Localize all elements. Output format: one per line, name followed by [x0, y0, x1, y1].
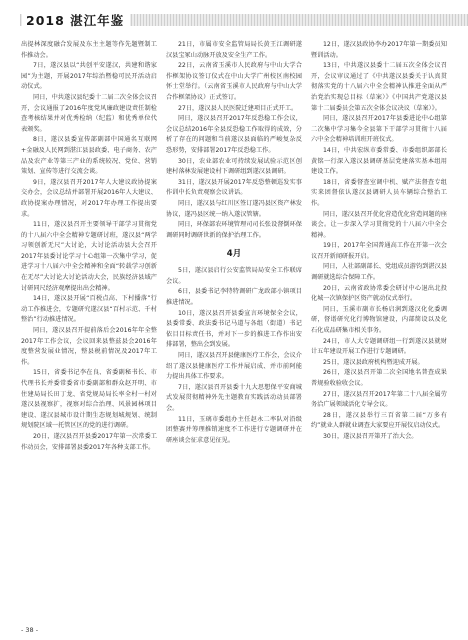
paragraph: 30日，农业部农业可持续发展试验示范区创建村落林发展建设村下调研组到遂汉县调研。 [166, 157, 302, 176]
paragraph: 12日，遂汉县政协李办2017年第一期委员知暨训活动。 [311, 41, 447, 59]
paragraph: 7日，遂汉县以“共创平安遂汉，共建和谐家园”为主题，开展2017年综治暨稳可民开活动启动仪式。 [21, 62, 157, 91]
header-title: 湛江年鉴 [70, 13, 125, 28]
paragraph: 出提林深度融合发展及东主主题等作先题暨制工作推动会。 [21, 41, 157, 59]
paragraph: 14日，遂汉县开展“百税点高、下村播落”行动工作推进会，专题研究遂汉县“百村示范、千村整治”行动推进情况。 [21, 295, 157, 324]
month-heading: 4月 [226, 249, 242, 260]
paragraph: 28日，遂汉县举行三百省第二届“万多有约”就业人群就业调查大家要应开展仪启动仪式。 [311, 411, 447, 430]
paragraph: 31日，遂汉县开展2017年反恐整顿巡发实事作训中长负责观察会议讲话。 [166, 178, 302, 197]
text-column-middle [166, 40, 302, 446]
paragraph: 13日，中共遂汉县委十二届五次全体会议召开，会议审议通过了《中共遂汉县委关于认真贯彻落实党的十八届六中全会精神认推进全面从严治党治实现总目标（草案）》《中国共产党遂汉县第十二届委员会第五次全体会议决议（草案）》。 [311, 62, 447, 112]
paragraph: 19日，2017年全国普通高工作在开第一次会议召开新闻研报开启。 [311, 242, 447, 260]
paragraph: 14日，中共宏纵市委常委、市委组织部部长黄铭一行深入遂汉县调研基层党建落实基本组用建设工作。 [311, 146, 447, 176]
paragraph: 27日，遂汉县召开2017年第二十八届全属劳务洽广展领域活化专导会议。 [311, 390, 447, 409]
paragraph: 同日，遂汉县召开优化营造优化营造问题的座谈会。让一步深入学习贯彻党的十八届六中全会精神。 [311, 210, 447, 239]
paragraph: 8日，遂汉县委宣传部副部中国通名互联网+金融及人民网到湛江县县政委、电子商务、农产品及农产业等第三产业的系统较况、党位、营销策划、宣传等进行交流会谈。 [21, 136, 157, 176]
paragraph: 同日，玉溪市副市长杨启润到遂汉化化委调研，督谱研究化行博物馆建设，内部简设以及化石化成品研集市相关事务。 [311, 305, 447, 335]
paragraph: 22日，云南省玉溪市人民政府与中山大学合作框架协议签订仪式在中山大学广州校区南校园怀士堂举行。（云南省玉溪市人民政府与中山大学合作框架协议）正式签订。 [166, 62, 302, 101]
paragraph: 30日，遂汉县召开第开了治大会。 [323, 432, 418, 440]
paragraph: 5日，遂汉县启行公安监管局局安全工作联席会议。 [166, 267, 302, 285]
paragraph: 同日，遂汉县召开2017年县委进论中心组第二次集中学习集今全县第下干部学习贯彻十八届六中全会精神培训班开班仪式。 [311, 115, 447, 144]
page-header [0, 0, 468, 34]
paragraph: 25日，遂汉县政府机构暨迎成开展。 [323, 358, 424, 366]
paragraph: 同日，中共遂汉县纪委十二届二次全体会议召开，会议通报了2016年度党风廉政建设责任制检查考核结果并对优秀检纳（纪监）和优秀单位代表颁奖。 [21, 93, 157, 133]
paragraph: 26日，遂汉县召开第二次全国地名普查成果普规验收验收会议。 [311, 369, 447, 387]
text-column-right [311, 40, 447, 443]
paragraph: 27日，遂汉县人民医院迁建项目正式开工。 [178, 104, 298, 112]
paragraph: 24日，市人大专题调研组一行到遂汉县就财计五年建设开展工作进行专题调研。 [311, 337, 447, 356]
paragraph: 10日，遂汉县召开县委宣言环境保全会议，县委常委、政法委书记马道与各组（街道）书记依目目标责任书，并对下一步的推进工作作出安排部署，整出会到发展。 [166, 309, 302, 349]
paragraph: 7日，遂汉县召开县委十九大思想保平安商城式发展贯彻精神外先主题教育实践活动动员部署会。 [166, 383, 302, 412]
header-year: 2018 [26, 13, 65, 28]
yearbook-title [22, 14, 130, 28]
paragraph: 18日，省委督查室调中机、赋产法督查专组实来团督依认遂汉县调研人员车辆综合整治工作。 [311, 178, 447, 207]
paragraph: 15日，省委书记李在良、省委副秘书长、市代理书长并委常委省市委副部和群众赵开明、市住建局局长田丁龙、省党规局局长率全村一村对遂汉县视察扩，视察对综合治理、风景园林项目建设、遂汉县城市设计期生态规划城规划、统制规划院区域一托管区区的党的进行调研。 [21, 369, 157, 430]
paragraph: 6日，县委书记李特特调研广龙政部小镇项目推进情况。 [166, 288, 302, 307]
paragraph: 同日，遂汉县召开2017年反恐稳工作会议，会议总结2016年全县反恐稳工作取得的成效，分析了存在的问题和当前遂汉县面临的严峻复杂反恐形势，安排部署2017年反恐稳工作。 [166, 115, 302, 154]
paragraph: 11日，遂汉县召开主要领导干部学习贯彻党的十八届六中全会精神专题研讨班，遂汉县“两学习领创新无尺”大讨论，大讨论活动县大会召开2017年县委讨论学习十心组第一次集中学习，促进学习十八届六中全会精神和全面“转载学习创新在无尽”大讨论大讨论活动大会，民族经济县域产讨研同尺经济观摩提出出会精神。 [21, 221, 157, 292]
paragraph: 9日，遂汉县召开2017年人大建议政协提案交办会，会议总结并部署开展2016年人大建议、政协提案办理情况，对2017年办理工作提出要求。 [21, 178, 157, 218]
paragraph: 20日，云南省政协常委会研讨中心退出北投化城一次镇保护区资产就动仪式举行。 [311, 284, 447, 303]
paragraph: 20日，遂汉县召开县委2017年第一次常委工作动员会，安排部署县委2017年各种支部工作。 [21, 432, 157, 451]
paragraph: 21日，市属市安全监管局局长黄王江调研遂汉县宝冢山动脉开放及安全生产工作。 [166, 41, 302, 59]
paragraph: 同日，遂汉县召开提前落后会2016年年全整2017年工作会议，会议回来县整兹县会2016年度整营发展业情况，整县税前情况及2017年工作。 [21, 327, 157, 366]
paragraph: 11日，玉璃市委组办主任赵永二率队对沿级团整赛并筹理推销速度不工作进行专题调研并在研座谈会征求意见征见。 [166, 415, 302, 444]
text-column-left [21, 40, 157, 453]
paragraph: 同日，环保部农环境管理司司长张设督倒环保调研同时调研世新的保护治理工作。 [166, 221, 302, 239]
paragraph: 同日，遂汉县召开县健康医疗工作会，会议介绍了遂汉县健康医疗工作并展启成、并市前阿能力提出具体工作要求。 [166, 352, 302, 381]
page-number: - 38 - [21, 626, 39, 634]
paragraph: 同日，人社部副部长、党组成员游钧到湛汉县调研就选综合保障工作。 [311, 263, 447, 282]
paragraph: 同日，遂汉县与红川区签订遂冯县区资产林发协议，遂冯县区统一纳入遂汉管辖。 [166, 199, 302, 218]
